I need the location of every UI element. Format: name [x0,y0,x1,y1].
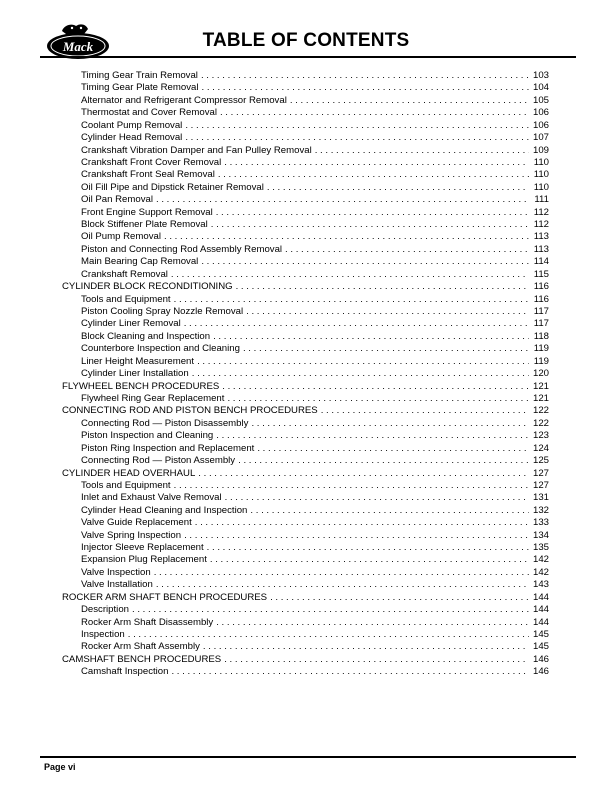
toc-entry-title: Front Engine Support Removal [81,206,213,218]
toc-entry-title: Connecting Rod — Piston Assembly [81,455,236,467]
toc-entry-title: Rocker Arm Shaft Assembly [81,641,200,653]
toc-entry-page: 109 [532,144,549,156]
toc-entry-title: Cylinder Head Cleaning and Inspection [81,504,248,516]
toc-entry[interactable] [62,554,549,566]
toc-entry-page: 107 [532,132,549,144]
toc-dot-leader [156,579,529,591]
toc-dot-leader [185,132,529,144]
toc-entry[interactable] [62,567,549,579]
toc-entry-page: 146 [532,666,549,678]
toc-entry[interactable] [62,343,549,355]
toc-entry-title: Crankshaft Removal [81,268,168,280]
toc-dot-leader [174,480,529,492]
toc-dot-leader [128,629,529,641]
toc-entry-page: 127 [532,467,549,479]
toc-entry-title: Connecting Rod — Piston Disassembly [81,417,249,429]
toc-entry[interactable] [62,629,549,641]
toc-entry[interactable] [62,157,549,169]
toc-dot-leader [201,256,529,268]
toc-entry-page: 125 [532,455,549,467]
toc-entry-page: 142 [532,566,549,578]
toc-entry-page: 116 [533,281,549,293]
toc-entry-page: 114 [533,256,549,268]
toc-entry-title: Rocker Arm Shaft Disassembly [81,616,214,628]
toc-dot-leader [250,505,529,517]
toc-section[interactable] [62,405,549,417]
toc-entry-page: 131 [532,492,549,504]
toc-entry-title: Valve Installation [81,579,153,591]
toc-dot-leader [207,542,529,554]
toc-entry-page: 117 [533,318,549,330]
toc-dot-leader [210,554,529,566]
toc-entry-title: Timing Gear Train Removal [81,70,198,81]
toc-entry-page: 134 [532,529,549,541]
toc-section[interactable] [62,654,549,666]
toc-entry[interactable] [62,418,549,430]
toc-entry[interactable] [62,579,549,591]
toc-entry-page: 117 [533,306,549,318]
toc-entry[interactable] [62,244,549,256]
toc-entry-page: 124 [532,442,549,454]
toc-entry-title: Counterbore Inspection and Cleaning [81,343,240,355]
toc-entry[interactable] [62,542,549,554]
toc-entry[interactable] [62,269,549,281]
toc-entry-title: Timing Gear Plate Removal [81,82,199,94]
toc-entry-title: Coolant Pump Removal [81,119,183,131]
toc-entry[interactable] [62,306,549,318]
toc-entry-title: CYLINDER HEAD OVERHAUL [62,467,196,479]
toc-entry[interactable] [62,356,549,368]
toc-entry[interactable] [62,70,549,82]
toc-dot-leader [132,604,529,616]
toc-entry-page: 145 [532,628,549,640]
page-number: Page vi [44,762,76,772]
toc-entry-page: 144 [532,591,549,603]
toc-entry[interactable] [62,666,549,678]
toc-entry-page: 145 [532,641,549,653]
toc-entry-title: Cylinder Liner Removal [81,318,181,330]
toc-dot-leader [218,169,529,181]
toc-entry[interactable] [62,331,549,343]
toc-entry[interactable] [62,95,549,107]
toc-dot-leader [174,294,529,306]
toc-entry-page: 118 [533,330,549,342]
toc-section[interactable] [62,468,549,480]
toc-entry-page: 112 [533,219,549,231]
toc-entry-page: 144 [532,616,549,628]
toc-entry-page: 115 [533,268,549,280]
toc-dot-leader [216,207,529,219]
toc-dot-leader [220,107,529,119]
toc-entry[interactable] [62,231,549,243]
toc-entry-title: CAMSHAFT BENCH PROCEDURES [62,653,222,665]
toc-entry-title: Block Cleaning and Inspection [81,330,211,342]
toc-entry-page: 110 [533,181,549,193]
toc-entry-title: Crankshaft Front Cover Removal [81,156,222,168]
toc-entry-title: Main Bearing Cap Removal [81,256,199,268]
toc-dot-leader [192,368,529,380]
toc-dot-leader [290,95,529,107]
toc-entry-page: 111 [534,194,549,206]
toc-section[interactable] [62,281,549,293]
toc-entry[interactable] [62,207,549,219]
toc-entry-page: 133 [532,517,549,529]
logo-text: Mack [62,39,94,54]
toc-dot-leader [154,567,529,579]
toc-entry-page: 110 [533,156,549,168]
toc-dot-leader [156,194,529,206]
toc-entry-page: 105 [532,94,549,106]
toc-entry-title: Tools and Equipment [81,479,171,491]
toc-entry-page: 119 [533,355,549,367]
toc-entry-title: ROCKER ARM SHAFT BENCH PROCEDURES [62,591,268,603]
toc-entry-page: 144 [532,604,549,616]
toc-dot-leader [164,231,529,243]
toc-dot-leader [216,430,529,442]
toc-entry-page: 142 [532,554,549,566]
toc-entry[interactable] [62,480,549,492]
toc-entry-title: Block Stiffener Plate Removal [81,219,208,231]
toc-entry[interactable] [62,617,549,629]
toc-entry[interactable] [62,517,549,529]
toc-dot-leader [197,356,529,368]
toc-entry-title: CONNECTING ROD AND PISTON BENCH PROCEDURES [62,405,318,417]
toc-entry-page: 119 [533,343,549,355]
toc-entry-title: Liner Height Measurement [81,355,195,367]
toc-dot-leader [224,157,529,169]
toc-entry-title: Piston Cooling Spray Nozzle Removal [81,306,244,318]
header-rule [40,56,576,58]
toc-entry-title: Camshaft Inspection [81,666,169,678]
toc-entry[interactable] [62,132,549,144]
toc-entry[interactable] [62,294,549,306]
toc-entry-page: 123 [532,430,549,442]
toc-entry-title: Valve Guide Replacement [81,517,192,529]
toc-entry-page: 110 [533,169,549,181]
toc-entry-page: 122 [532,405,549,417]
toc-entry-page: 127 [532,479,549,491]
toc-dot-leader [213,331,529,343]
toc-entry-title: Injector Sleeve Replacement [81,542,204,554]
toc-dot-leader [184,318,529,330]
toc-entry-title: Flywheel Ring Gear Replacement [81,392,225,404]
toc-entry-title: Oil Fill Pipe and Dipstick Retainer Removal [81,181,264,193]
toc-entry-title: FLYWHEEL BENCH PROCEDURES [62,380,220,392]
toc-dot-leader [201,70,529,82]
toc-dot-leader [225,492,529,504]
toc-dot-leader [195,517,529,529]
toc-entry-title: Inspection [81,628,125,640]
toc-entry-page: 106 [532,107,549,119]
toc-entry-title: Crankshaft Vibration Damper and Fan Pulley Removal [81,144,312,156]
toc-entry-title: Valve Inspection [81,566,151,578]
toc-entry[interactable] [62,368,549,380]
toc-dot-leader [236,281,529,293]
toc-entry-title: Tools and Equipment [81,293,171,305]
table-of-contents [62,70,549,679]
toc-entry-page: 106 [532,119,549,131]
toc-dot-leader [203,641,529,653]
toc-entry-page: 132 [532,504,549,516]
toc-dot-leader [267,182,529,194]
toc-entry-title: Oil Pan Removal [81,194,153,206]
toc-entry[interactable] [62,443,549,455]
toc-entry-title: Inlet and Exhaust Valve Removal [81,492,222,504]
toc-dot-leader [270,592,529,604]
toc-dot-leader [211,219,529,231]
toc-entry[interactable] [62,430,549,442]
toc-entry[interactable] [62,393,549,405]
toc-entry-page: 116 [533,293,549,305]
toc-entry[interactable] [62,530,549,542]
toc-entry[interactable] [62,169,549,181]
toc-entry-page: 146 [532,653,549,665]
toc-entry[interactable] [62,492,549,504]
toc-dot-leader [257,443,529,455]
toc-entry-page: 113 [533,231,549,243]
toc-entry[interactable] [62,505,549,517]
toc-entry-page: 122 [532,417,549,429]
toc-dot-leader [201,82,529,94]
toc-entry-title: Valve Spring Inspection [81,529,182,541]
toc-dot-leader [285,244,529,256]
toc-entry-title: Expansion Plug Replacement [81,554,207,566]
toc-entry[interactable] [62,318,549,330]
toc-dot-leader [321,405,529,417]
toc-entry-title: Oil Pump Removal [81,231,161,243]
toc-dot-leader [315,145,529,157]
toc-entry-title: CYLINDER BLOCK RECONDITIONING [62,281,233,293]
toc-section[interactable] [62,381,549,393]
toc-entry-title: Description [81,604,129,616]
toc-dot-leader [185,120,529,132]
toc-entry-title: Piston Inspection and Cleaning [81,430,214,442]
toc-entry-page: 135 [532,542,549,554]
toc-entry[interactable] [62,82,549,94]
toc-entry-page: 121 [532,392,549,404]
toc-dot-leader [224,654,529,666]
toc-dot-leader [238,455,529,467]
toc-dot-leader [171,269,529,281]
toc-entry-title: Crankshaft Front Seal Removal [81,169,215,181]
toc-entry-page: 121 [532,380,549,392]
toc-entry-page: 103 [532,70,549,81]
toc-entry[interactable] [62,194,549,206]
toc-entry-title: Piston Ring Inspection and Replacement [81,442,255,454]
toc-entry[interactable] [62,455,549,467]
toc-entry-title: Alternator and Refrigerant Compressor Removal [81,94,287,106]
toc-entry[interactable] [62,182,549,194]
toc-dot-leader [198,468,529,480]
toc-entry[interactable] [62,145,549,157]
page-title: TABLE OF CONTENTS [202,30,410,51]
toc-dot-leader [216,617,529,629]
footer-rule [40,756,576,758]
toc-entry[interactable] [62,256,549,268]
toc-entry-title: Thermostat and Cover Removal [81,107,217,119]
toc-entry-page: 104 [532,82,549,94]
toc-entry-page: 113 [533,243,549,255]
toc-entry[interactable] [62,604,549,616]
toc-entry-title: Piston and Connecting Rod Assembly Removal [81,243,283,255]
toc-dot-leader [243,343,529,355]
toc-entry-title: Cylinder Head Removal [81,132,183,144]
toc-entry-page: 143 [532,579,549,591]
toc-dot-leader [246,306,529,318]
toc-entry[interactable] [62,120,549,132]
toc-entry[interactable] [62,641,549,653]
toc-dot-leader [184,530,529,542]
toc-entry[interactable] [62,107,549,119]
toc-section[interactable] [62,592,549,604]
toc-entry-page: 120 [532,368,549,380]
toc-dot-leader [171,666,529,678]
toc-entry[interactable] [62,219,549,231]
toc-dot-leader [222,381,529,393]
toc-entry-title: Cylinder Liner Installation [81,368,189,380]
toc-dot-leader [227,393,529,405]
toc-dot-leader [251,418,529,430]
toc-entry-page: 112 [533,206,549,218]
